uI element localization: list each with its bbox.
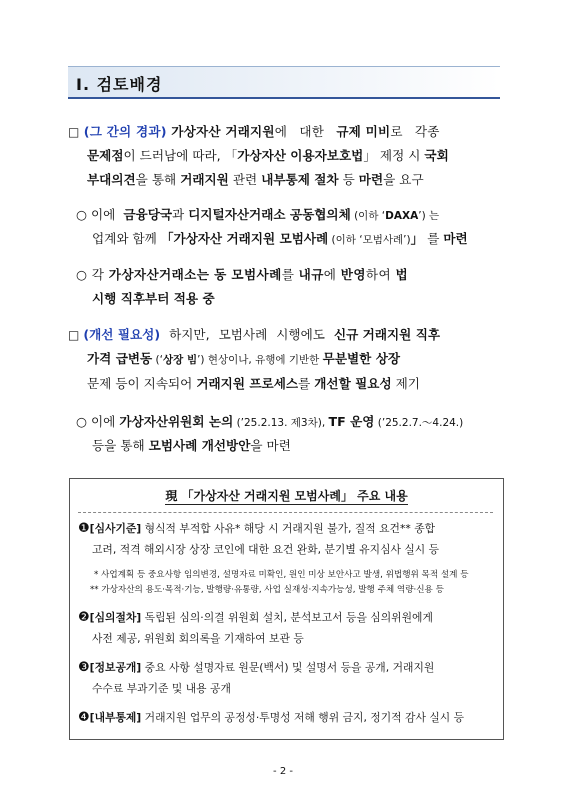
- circle-bullet-icon: ○: [76, 414, 87, 429]
- sub-item-daxa-cont: 업계와 함께 「가상자산 거래지원 모범사례 (이하 ‘모범사례’)」 를 마련: [92, 231, 468, 246]
- square-bullet-icon: □: [68, 125, 80, 139]
- number-4-icon: ❹: [78, 710, 90, 725]
- number-3-icon: ❸: [78, 660, 90, 675]
- sub-item-daxa: ○ 이에 금융당국과 디지털자산거래소 공동협의체 (이하 ‘DAXA’) 는: [76, 207, 440, 222]
- summary-item-deliberation-cont: 사전 제공, 위원회 회의록을 기재하여 보관 등: [92, 632, 304, 645]
- number-1-icon: ❶: [78, 521, 90, 536]
- summary-item-disclosure-cont: 수수료 부과기준 및 내용 공개: [92, 682, 231, 695]
- footnote-1: * 사업계획 등 중요사항 임의변경, 설명자료 미확인, 원인 미상 보안사고 발생, 위법행위 목적 설계 등: [94, 570, 469, 580]
- summary-item-internal-control: ❹[내부통제] 거래지원 업무의 공정성·투명성 저해 행위 금지, 정기적 감사 실시 등: [78, 710, 465, 725]
- circle-bullet-icon: ○: [76, 267, 88, 282]
- summary-item-review-criteria-cont: 고려, 적격 해외시장 상장 코인에 대한 요건 완화, 분기별 유지심사 실시 등: [92, 543, 440, 556]
- sub-item-exchanges: ○ 각 가상자산거래소는 동 모범사례를 내규에 반영하여 법: [76, 267, 409, 282]
- circle-bullet-icon: ○: [76, 207, 87, 222]
- sub-item-committee: ○ 이에 가상자산위원회 논의 (’25.2.13. 제3차), TF 운영 (’25.2.7.～4.24.): [76, 414, 464, 429]
- page-number: - 2 -: [273, 766, 293, 777]
- summary-box: [69, 478, 504, 740]
- sub-item-committee-cont: 등을 통해 모범사례 개선방안을 마련: [92, 438, 291, 453]
- summary-item-disclosure: ❸[정보공개] 중요 사항 설명자료 원문(백서) 및 설명서 등을 공개, 거래지원: [78, 660, 435, 675]
- number-2-icon: ❷: [78, 610, 90, 625]
- section-title-bar: [68, 66, 500, 99]
- sub-item-exchanges-cont: 시행 직후부터 적용 중: [92, 291, 215, 306]
- summary-item-review-criteria: ❶[심사기준] 형식적 부적합 사유* 해당 시 거래지원 불가, 질적 요건** 종합: [78, 521, 436, 536]
- footnote-2: ** 가상자산의 용도·목적·기능, 발행량·유통량, 사업 실재성·지속가능성, 발행 주체 역량·신용 등: [90, 585, 444, 595]
- background-paragraph: □ (그 간의 경과) 가상자산 거래지원에 대한 규제 미비로 각종 문제점이 드러남에 따라, 「가상자산 이용자보호법」 제정 시 국회 부대의견을 통해 거래지원 관련 내부통제 절차 등 마련을 요구: [68, 124, 449, 187]
- need-paragraph: □ (개선 필요성) 하지만, 모범사례 시행에도 신규 거래지원 직후 가격 급변동 (‘상장 빔’) 현상이나, 유행에 기반한 무분별한 상장 문제 등이 지속되어 거래지원 프로세스를 개선할 필요성 제기: [68, 327, 441, 391]
- summary-box-title: 現 「가상자산 거래지원 모범사례」 주요 내용: [165, 489, 408, 503]
- section-title: Ⅰ. 검토배경: [76, 75, 163, 94]
- summary-divider: [78, 512, 493, 513]
- summary-item-deliberation: ❷[심의절차] 독립된 심의·의결 위원회 설치, 분석보고서 등을 심의위원에게: [78, 610, 433, 625]
- square-bullet-icon: □: [68, 328, 80, 342]
